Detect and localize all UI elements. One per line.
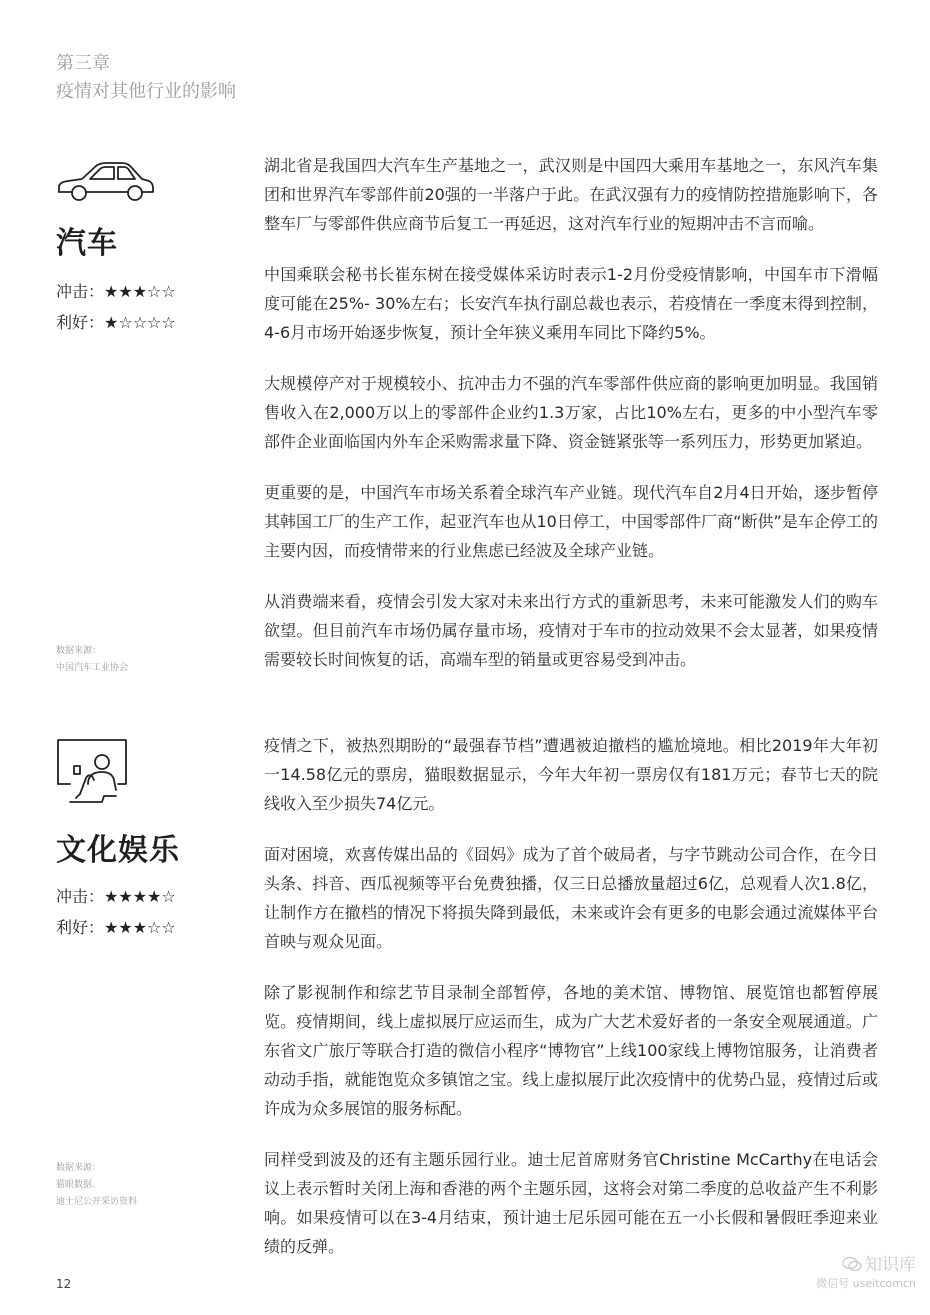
benefit-label: 利好： [56,918,105,937]
benefit-rating [56,915,176,938]
impact-rating [56,279,176,302]
source-line: 迪士尼公开采访资料 [56,1197,138,1207]
chapter-title: 疫情对其他行业的影响 [56,81,236,102]
benefit-stars: ★★★☆☆ [104,918,176,937]
paragraph: 除了影视制作和综艺节目录制全部暂停，各地的美术馆、博物馆、展览馆也都暂停展览。疫情期间，线上虚拟展厅应运而生，成为广大艺术爱好者的一条安全观展通道。广东省文广旅厅等联合打造的微信小程序“博物官”上线100家线上博物馆服务，让消费者动动手指，就能饱览众多镇馆之宝。线上虚拟展厅此次疫情中的优势凸显，疫情过后或许成为众多展馆的服务标配。 [264,983,878,1118]
watermark [816,1250,916,1291]
impact-label: 冲击： [56,887,105,906]
impact-label: 冲击： [56,282,105,301]
screen-viewer-icon [56,738,128,812]
paragraph: 面对困境，欢喜传媒出品的《囧妈》成为了首个破局者，与字节跳动公司合作，在今日头条、抖音、西瓜视频等平台免费独播，仅三日总播放量超过6亿，总观看人次1.8亿，让制作方在撤档的情况下将损失降到最低，未来或许会有更多的电影会通过流媒体平台首映与观众见面。 [264,845,878,951]
watermark-account: 微信号 useitcomcn [816,1277,916,1290]
section-title-entertainment: 文化娱乐 [56,833,180,868]
impact-stars: ★★★★☆ [104,887,176,906]
section-title-auto: 汽车 [56,226,118,261]
benefit-rating [56,310,176,333]
watermark-brand-text: 知识库 [865,1255,916,1275]
benefit-label: 利好： [56,313,105,332]
paragraph: 大规模停产对于规模较小、抗冲击力不强的汽车零部件供应商的影响更加明显。我国销售收入在2,000万以上的零部件企业约1.3万家，占比10%左右，更多的中小型汽车零部件企业面临国内外车企采购需求量下降、资金链紧张等一系列压力，形势更加紧迫。 [264,374,878,451]
chapter-number: 第三章 [56,53,110,74]
page-number: 12 [56,1277,72,1291]
watermark-brand [816,1250,916,1275]
paragraph: 湖北省是我国四大汽车生产基地之一，武汉则是中国四大乘用车基地之一，东风汽车集团和世界汽车零部件前20强的一半落户于此。在武汉强有力的疫情防控措施影响下，各整车厂与零部件供应商节后复工一再延迟，这对汽车行业的短期冲击不言而喻。 [264,156,878,233]
source-line: 数据来源： [56,646,102,656]
paragraph: 从消费端来看，疫情会引发大家对未来出行方式的重新思考，未来可能激发人们的购车欲望。但目前汽车市场仍属存量市场，疫情对于车市的拉动效果不会太显著，如果疫情需要较长时间恢复的话，高端车型的销量或更容易受到冲击。 [264,592,878,669]
section-body-auto [264,151,878,696]
impact-rating [56,884,176,907]
wechat-icon [842,1260,866,1273]
benefit-stars: ★☆☆☆☆ [104,313,176,332]
paragraph: 中国乘联会秘书长崔东树在接受媒体采访时表示1-2月份受疫情影响，中国车市下滑幅度可能在25%- 30%左右；长安汽车执行副总裁也表示，若疫情在一季度末得到控制，4-6月市场开始逐步恢复，预计全年狭义乘用车同比下降约5%。 [264,265,878,342]
data-source [56,643,128,677]
source-line: 中国汽车工业协会 [56,663,129,673]
chapter-heading [56,50,236,106]
data-source [56,1160,137,1211]
section-body-entertainment [264,731,878,1283]
paragraph: 同样受到波及的还有主题乐园行业。迪士尼首席财务官Christine McCarthy在电话会议上表示暂时关闭上海和香港的两个主题乐园，这将会对第二季度的总收益产生不利影响。如果疫情可以在3-4月结束，预计迪士尼乐园可能在五一小长假和暑假旺季迎来业绩的反弹。 [264,1150,878,1256]
source-line: 数据来源： [56,1163,102,1173]
paragraph: 更重要的是，中国汽车市场关系着全球汽车产业链。现代汽车自2月4日开始，逐步暂停其韩国工厂的生产工作，起亚汽车也从10日停工，中国零部件厂商“断供”是车企停工的主要内因，而疫情带来的行业焦虑已经波及全球产业链。 [264,483,878,560]
paragraph: 疫情之下，被热烈期盼的“最强春节档”遭遇被迫撤档的尴尬境地。相比2019年大年初一14.58亿元的票房，猫眼数据显示，今年大年初一票房仅有181万元；春节七天的院线收入至少损失74亿元。 [264,736,878,813]
car-icon [56,160,156,210]
source-line: 猫眼数据、 [56,1180,102,1190]
impact-stars: ★★★☆☆ [104,282,176,301]
